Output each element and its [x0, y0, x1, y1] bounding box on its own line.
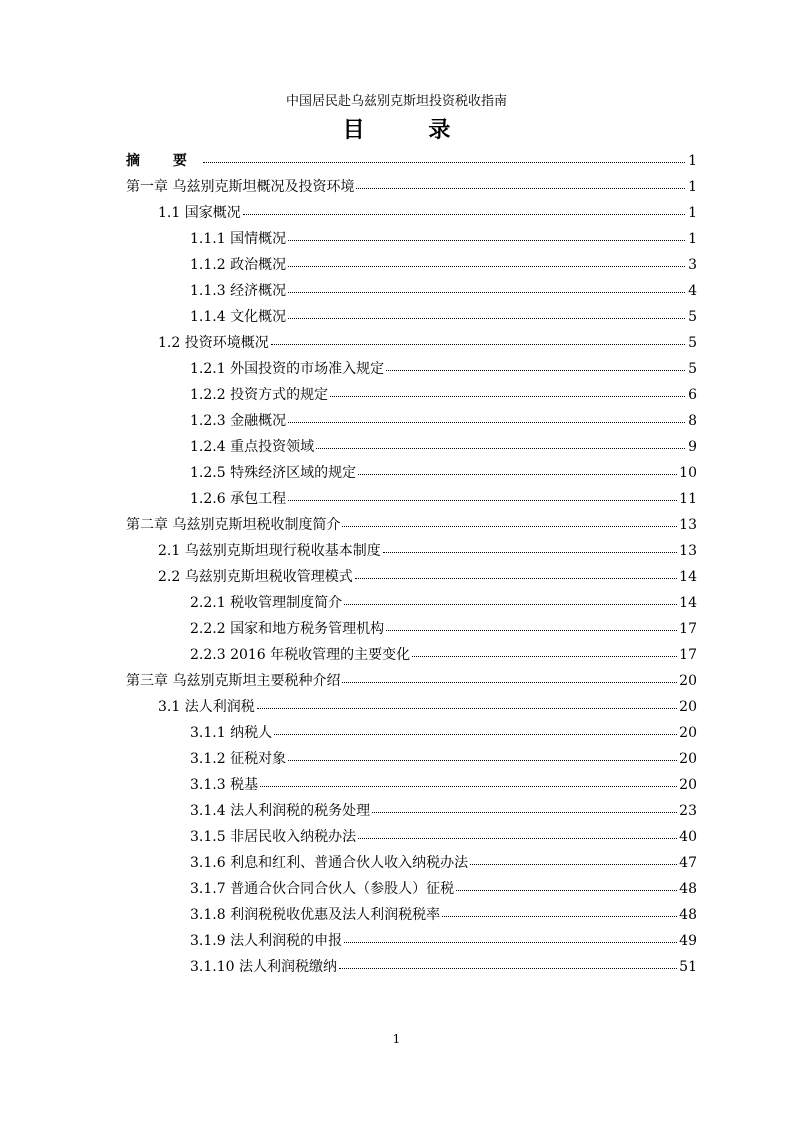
toc-entry-page: 20	[679, 725, 697, 741]
toc-entry-page: 1	[688, 205, 697, 221]
toc-entry-label: 3.1.1 纳税人	[190, 725, 273, 741]
toc-entry[interactable]	[126, 590, 697, 616]
toc-dot-leader	[456, 889, 677, 891]
toc-dot-leader	[288, 291, 685, 293]
toc-entry-label: 3.1.7 普通合伙合同合伙人（参股人）征税	[190, 881, 455, 897]
toc-entry-page: 4	[688, 283, 697, 299]
toc-entry-page: 13	[679, 543, 697, 559]
toc-dot-leader	[271, 343, 685, 345]
toc-entry-page: 5	[688, 361, 697, 377]
toc-entry-page: 20	[679, 777, 697, 793]
toc-dot-leader	[288, 265, 685, 267]
toc-entry[interactable]	[126, 226, 697, 252]
toc-dot-leader	[288, 499, 677, 501]
toc-dot-leader	[358, 837, 677, 839]
toc-entry-label: 1.2.6 承包工程	[190, 491, 287, 507]
toc-entry[interactable]	[126, 746, 697, 772]
toc-entry-page: 11	[679, 491, 697, 507]
toc-entry[interactable]	[126, 954, 697, 980]
toc-dot-leader	[288, 317, 685, 319]
toc-entry-label: 3.1.9 法人利润税的申报	[190, 933, 343, 949]
toc-entry-label: 1.2.1 外国投资的市场准入规定	[190, 361, 385, 377]
toc-dot-leader	[342, 525, 677, 527]
toc-entry-label: 3.1.6 利息和红利、普通合伙人收入纳税办法	[190, 855, 469, 871]
toc-dot-leader	[243, 213, 685, 215]
toc-dot-leader	[274, 733, 677, 735]
toc-entry-page: 49	[679, 933, 697, 949]
toc-entry-label: 3.1.4 法人利润税的税务处理	[190, 803, 371, 819]
toc-entry-label: 2.2 乌兹别克斯坦税收管理模式	[158, 569, 353, 585]
toc-entry-page: 47	[679, 855, 697, 871]
toc-entry[interactable]	[126, 200, 697, 226]
toc-entry-page: 40	[679, 829, 697, 845]
toc-entry[interactable]	[126, 330, 697, 356]
toc-entry[interactable]	[126, 538, 697, 564]
toc-entry-page: 13	[679, 517, 697, 533]
toc-entry-page: 48	[679, 907, 697, 923]
toc-entry-page: 1	[688, 179, 697, 195]
toc-entry-label: 摘 要	[126, 153, 201, 169]
toc-entry[interactable]	[126, 772, 697, 798]
toc-dot-leader	[288, 759, 677, 761]
toc-entry-page: 14	[679, 595, 697, 611]
toc-entry-label: 3.1.2 征税对象	[190, 751, 287, 767]
document-header-title: 中国居民赴乌兹别克斯坦投资税收指南	[285, 94, 507, 109]
toc-entry-label: 3.1.10 法人利润税缴纳	[190, 959, 337, 975]
toc-entry-label: 1.2.4 重点投资领域	[190, 439, 315, 455]
toc-entry-label: 1.2.2 投资方式的规定	[190, 387, 329, 403]
toc-entry-page: 20	[679, 699, 697, 715]
toc-entry-label: 1.1.2 政治概况	[190, 257, 287, 273]
toc-entry[interactable]	[126, 486, 697, 512]
toc-entry[interactable]	[126, 720, 697, 746]
toc-entry[interactable]	[126, 928, 697, 954]
toc-entry-label: 3.1.3 税基	[190, 777, 259, 793]
toc-entry-page: 14	[679, 569, 697, 585]
toc-dot-leader	[257, 707, 677, 709]
toc-entry-label: 1.1 国家概况	[158, 205, 241, 221]
toc-dot-leader	[470, 863, 677, 865]
toc-entry[interactable]	[126, 382, 697, 408]
toc-dot-leader	[386, 369, 685, 371]
toc-entry-label: 3.1.8 利润税税收优惠及法人利润税税率	[190, 907, 441, 923]
toc-dot-leader	[344, 603, 677, 605]
toc-dot-leader	[288, 239, 685, 241]
toc-entry-page: 10	[679, 465, 697, 481]
toc-entry-label: 3.1 法人利润税	[158, 699, 255, 715]
toc-entry[interactable]	[126, 252, 697, 278]
toc-entry-label: 第二章 乌兹别克斯坦税收制度简介	[126, 517, 341, 533]
toc-entry-page: 1	[688, 231, 697, 247]
toc-dot-leader	[386, 629, 677, 631]
toc-entry[interactable]	[126, 902, 697, 928]
toc-entry-label: 1.2 投资环境概况	[158, 335, 269, 351]
toc-dot-leader	[344, 941, 677, 943]
toc-entry[interactable]	[126, 850, 697, 876]
table-of-contents	[126, 148, 697, 980]
toc-entry[interactable]	[126, 356, 697, 382]
toc-entry[interactable]	[126, 512, 697, 538]
toc-entry[interactable]	[126, 616, 697, 642]
toc-entry-page: 51	[679, 959, 697, 975]
toc-entry[interactable]	[126, 694, 697, 720]
toc-entry-page: 17	[679, 647, 697, 663]
toc-entry[interactable]	[126, 174, 697, 200]
toc-dot-leader	[288, 421, 685, 423]
toc-entry-label: 1.1.1 国情概况	[190, 231, 287, 247]
toc-entry-page: 23	[679, 803, 697, 819]
toc-entry-page: 17	[679, 621, 697, 637]
toc-entry[interactable]	[126, 798, 697, 824]
toc-dot-leader	[355, 577, 677, 579]
toc-dot-leader	[330, 395, 685, 397]
toc-entry[interactable]	[126, 564, 697, 590]
toc-entry-label: 1.2.3 金融概况	[190, 413, 287, 429]
toc-entry-label: 1.1.3 经济概况	[190, 283, 287, 299]
toc-entry-page: 8	[688, 413, 697, 429]
toc-entry-page: 20	[679, 751, 697, 767]
toc-entry-label: 2.2.3 2016 年税收管理的主要变化	[190, 647, 411, 663]
toc-entry[interactable]	[126, 278, 697, 304]
toc-entry-label: 2.2.2 国家和地方税务管理机构	[190, 621, 385, 637]
toc-entry[interactable]	[126, 460, 697, 486]
toc-entry[interactable]	[126, 148, 697, 174]
toc-entry-page: 1	[688, 153, 697, 169]
toc-entry[interactable]	[126, 668, 697, 694]
toc-dot-leader	[339, 967, 677, 969]
toc-entry[interactable]	[126, 304, 697, 330]
toc-dot-leader	[316, 447, 685, 449]
toc-dot-leader	[412, 655, 677, 657]
toc-title: 目 录	[342, 117, 479, 143]
toc-entry[interactable]	[126, 824, 697, 850]
toc-entry-label: 第一章 乌兹别克斯坦概况及投资环境	[126, 179, 355, 195]
toc-dot-leader	[383, 551, 677, 553]
toc-entry-page: 5	[688, 309, 697, 325]
toc-dot-leader	[442, 915, 677, 917]
toc-dot-leader	[203, 161, 685, 163]
toc-entry-page: 48	[679, 881, 697, 897]
toc-entry[interactable]	[126, 408, 697, 434]
toc-entry-label: 3.1.5 非居民收入纳税办法	[190, 829, 357, 845]
toc-dot-leader	[260, 785, 677, 787]
toc-dot-leader	[372, 811, 677, 813]
toc-entry[interactable]	[126, 876, 697, 902]
toc-entry-label: 1.1.4 文化概况	[190, 309, 287, 325]
toc-entry-page: 9	[688, 439, 697, 455]
toc-entry-label: 第三章 乌兹别克斯坦主要税种介绍	[126, 673, 341, 689]
page-number: 1	[392, 1032, 401, 1046]
toc-entry-label: 2.1 乌兹别克斯坦现行税收基本制度	[158, 543, 381, 559]
toc-entry[interactable]	[126, 642, 697, 668]
toc-dot-leader	[342, 681, 677, 683]
toc-entry-page: 20	[679, 673, 697, 689]
toc-entry-label: 2.2.1 税收管理制度简介	[190, 595, 343, 611]
toc-dot-leader	[358, 473, 677, 475]
toc-entry-page: 5	[688, 335, 697, 351]
toc-entry-label: 1.2.5 特殊经济区域的规定	[190, 465, 357, 481]
toc-entry[interactable]	[126, 434, 697, 460]
toc-entry-page: 6	[688, 387, 697, 403]
toc-dot-leader	[356, 187, 685, 189]
toc-entry-page: 3	[688, 257, 697, 273]
